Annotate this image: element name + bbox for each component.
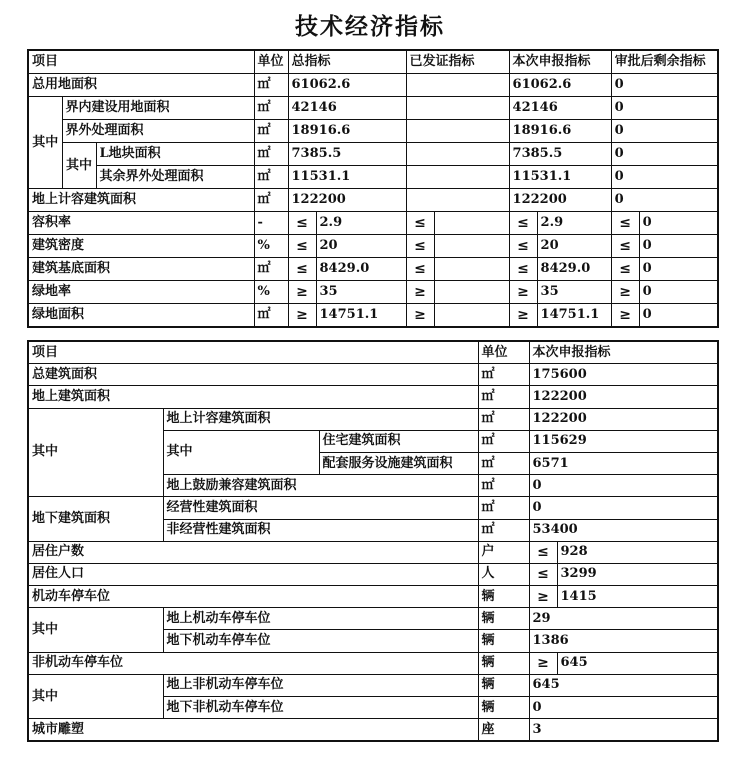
table-row xyxy=(28,408,718,430)
document-title: 技术经济指标 xyxy=(295,13,445,40)
row-unit: 辆 xyxy=(478,586,529,608)
row-remaining: 0 xyxy=(639,281,718,304)
row-unit: 辆 xyxy=(478,630,529,652)
row-unit: ㎡ xyxy=(478,497,529,519)
row-issued xyxy=(434,235,509,258)
table-row xyxy=(28,166,718,189)
row-label: 居住户数 xyxy=(28,541,478,563)
row-unit: ㎡ xyxy=(254,304,288,328)
limit-symbol: ≤ xyxy=(611,235,639,258)
row-current: 122200 xyxy=(509,189,611,212)
header-unit: 单位 xyxy=(254,50,288,74)
table-row xyxy=(28,120,718,143)
row-unit: 辆 xyxy=(478,652,529,674)
row-total: 42146 xyxy=(288,97,406,120)
table-row xyxy=(28,364,718,386)
row-label: 非经营性建筑面积 xyxy=(163,519,478,541)
indicator-table-land xyxy=(27,49,719,328)
row-issued xyxy=(406,189,509,212)
row-current: 20 xyxy=(537,235,611,258)
row-remaining: 0 xyxy=(639,235,718,258)
limit-symbol: ≤ xyxy=(509,235,537,258)
row-total: 7385.5 xyxy=(288,143,406,166)
qizhong-label: 其中 xyxy=(62,143,96,189)
row-total: 20 xyxy=(316,235,406,258)
row-issued xyxy=(406,166,509,189)
limit-symbol: ≤ xyxy=(509,258,537,281)
header-current: 本次申报指标 xyxy=(509,50,611,74)
row-total: 61062.6 xyxy=(288,74,406,97)
row-label: 地上建筑面积 xyxy=(28,386,478,408)
row-unit: ㎡ xyxy=(478,408,529,430)
row-label: 住宅建筑面积 xyxy=(319,430,478,452)
row-label: 居住人口 xyxy=(28,563,478,585)
row-unit: 辆 xyxy=(478,608,529,630)
row-label: 地上计容建筑面积 xyxy=(163,408,478,430)
row-total: 122200 xyxy=(288,189,406,212)
row-value: 0 xyxy=(529,697,718,719)
table-row xyxy=(28,97,718,120)
row-total: 11531.1 xyxy=(288,166,406,189)
row-label: 经营性建筑面积 xyxy=(163,497,478,519)
row-label: 地上非机动车停车位 xyxy=(163,674,478,696)
header-remaining: 审批后剩余指标 xyxy=(611,50,718,74)
table-row xyxy=(28,719,718,742)
row-label: 地上鼓励兼容建筑面积 xyxy=(163,475,478,497)
limit-symbol: ≥ xyxy=(406,304,434,328)
row-current: 7385.5 xyxy=(509,143,611,166)
row-unit: ㎡ xyxy=(478,452,529,474)
row-total: 18916.6 xyxy=(288,120,406,143)
header-item: 项目 xyxy=(28,50,254,74)
row-unit: ㎡ xyxy=(254,189,288,212)
underground-label: 地下建筑面积 xyxy=(28,497,163,541)
row-value: 175600 xyxy=(529,364,718,386)
row-value: 0 xyxy=(529,497,718,519)
table-row xyxy=(28,281,718,304)
header-current: 本次申报指标 xyxy=(529,341,718,364)
row-issued xyxy=(434,212,509,235)
row-current: 11531.1 xyxy=(509,166,611,189)
row-unit: 人 xyxy=(478,563,529,585)
row-label: 建筑密度 xyxy=(28,235,254,258)
row-current: 42146 xyxy=(509,97,611,120)
row-label: 城市雕塑 xyxy=(28,719,478,742)
row-total: 2.9 xyxy=(316,212,406,235)
limit-symbol: ≤ xyxy=(611,212,639,235)
row-unit: % xyxy=(254,235,288,258)
row-label: 绿地率 xyxy=(28,281,254,304)
row-remaining: 0 xyxy=(639,212,718,235)
header-unit: 单位 xyxy=(478,341,529,364)
header-item: 项目 xyxy=(28,341,478,364)
row-unit: ㎡ xyxy=(478,364,529,386)
row-value: 3299 xyxy=(557,563,718,585)
row-current: 8429.0 xyxy=(537,258,611,281)
row-label: 总建筑面积 xyxy=(28,364,478,386)
row-value: 6571 xyxy=(529,452,718,474)
row-value: 53400 xyxy=(529,519,718,541)
row-value: 122200 xyxy=(529,386,718,408)
row-remaining: 0 xyxy=(639,258,718,281)
header-total: 总指标 xyxy=(288,50,406,74)
table-row xyxy=(28,541,718,563)
row-value: 0 xyxy=(529,475,718,497)
limit-symbol: ≥ xyxy=(529,652,557,674)
limit-symbol: ≥ xyxy=(509,304,537,328)
table-row xyxy=(28,258,718,281)
row-total: 14751.1 xyxy=(316,304,406,328)
row-unit: ㎡ xyxy=(254,166,288,189)
row-issued xyxy=(406,97,509,120)
limit-symbol: ≤ xyxy=(509,212,537,235)
table-row xyxy=(28,497,718,519)
row-unit: 辆 xyxy=(478,697,529,719)
limit-symbol: ≤ xyxy=(288,235,316,258)
row-unit: 户 xyxy=(478,541,529,563)
limit-symbol: ≤ xyxy=(288,212,316,235)
row-remaining: 0 xyxy=(611,166,718,189)
row-unit: ㎡ xyxy=(478,519,529,541)
table-row xyxy=(28,143,718,166)
table-row xyxy=(28,386,718,408)
limit-symbol: ≤ xyxy=(529,563,557,585)
row-current: 2.9 xyxy=(537,212,611,235)
row-unit: - xyxy=(254,212,288,235)
limit-symbol: ≤ xyxy=(529,541,557,563)
row-current: 18916.6 xyxy=(509,120,611,143)
limit-symbol: ≥ xyxy=(288,281,316,304)
header-issued: 已发证指标 xyxy=(406,50,509,74)
row-unit: ㎡ xyxy=(478,475,529,497)
row-total: 8429.0 xyxy=(316,258,406,281)
row-total: 35 xyxy=(316,281,406,304)
row-unit: 辆 xyxy=(478,674,529,696)
row-remaining: 0 xyxy=(611,74,718,97)
table-row xyxy=(28,74,718,97)
row-unit: ㎡ xyxy=(254,97,288,120)
row-issued xyxy=(434,304,509,328)
row-current: 35 xyxy=(537,281,611,304)
limit-symbol: ≥ xyxy=(509,281,537,304)
limit-symbol: ≥ xyxy=(288,304,316,328)
row-unit: ㎡ xyxy=(254,258,288,281)
table-row xyxy=(28,608,718,630)
row-label: 地下非机动车停车位 xyxy=(163,697,478,719)
row-label: 建筑基底面积 xyxy=(28,258,254,281)
row-label: 非机动车停车位 xyxy=(28,652,478,674)
row-unit: ㎡ xyxy=(478,430,529,452)
row-label: 界内建设用地面积 xyxy=(62,97,254,120)
row-issued xyxy=(406,143,509,166)
row-label: 机动车停车位 xyxy=(28,586,478,608)
qizhong-label: 其中 xyxy=(28,408,163,497)
table-row xyxy=(28,586,718,608)
qizhong-label: 其中 xyxy=(28,608,163,652)
row-value: 645 xyxy=(529,674,718,696)
row-value: 122200 xyxy=(529,408,718,430)
qizhong-label: 其中 xyxy=(163,430,319,474)
row-unit: ㎡ xyxy=(254,120,288,143)
row-label: 界外处理面积 xyxy=(62,120,254,143)
row-label: 配套服务设施建筑面积 xyxy=(319,452,478,474)
row-unit: ㎡ xyxy=(254,74,288,97)
row-remaining: 0 xyxy=(639,304,718,328)
row-remaining: 0 xyxy=(611,189,718,212)
row-label: 总用地面积 xyxy=(28,74,254,97)
table-row xyxy=(28,304,718,328)
limit-symbol: ≤ xyxy=(406,212,434,235)
row-value: 645 xyxy=(557,652,718,674)
row-current: 61062.6 xyxy=(509,74,611,97)
qizhong-label: 其中 xyxy=(28,97,62,189)
row-current: 14751.1 xyxy=(537,304,611,328)
limit-symbol: ≤ xyxy=(611,258,639,281)
row-label: L地块面积 xyxy=(96,143,254,166)
table-row xyxy=(28,189,718,212)
limit-symbol: ≥ xyxy=(529,586,557,608)
row-unit: ㎡ xyxy=(254,143,288,166)
table-row xyxy=(28,652,718,674)
row-value: 3 xyxy=(529,719,718,742)
row-value: 29 xyxy=(529,608,718,630)
table-row xyxy=(28,235,718,258)
row-unit: ㎡ xyxy=(478,386,529,408)
row-label: 地上机动车停车位 xyxy=(163,608,478,630)
indicator-table-building xyxy=(27,340,719,742)
row-issued xyxy=(434,281,509,304)
limit-symbol: ≤ xyxy=(406,235,434,258)
row-label: 其余界外处理面积 xyxy=(96,166,254,189)
table-header-row xyxy=(28,50,718,74)
row-label: 地下机动车停车位 xyxy=(163,630,478,652)
row-value: 1386 xyxy=(529,630,718,652)
limit-symbol: ≤ xyxy=(406,258,434,281)
row-label: 容积率 xyxy=(28,212,254,235)
table-header-row xyxy=(28,341,718,364)
qizhong-label: 其中 xyxy=(28,674,163,718)
row-value: 1415 xyxy=(557,586,718,608)
table-row xyxy=(28,563,718,585)
row-issued xyxy=(434,258,509,281)
limit-symbol: ≥ xyxy=(611,304,639,328)
row-label: 地上计容建筑面积 xyxy=(28,189,254,212)
row-issued xyxy=(406,74,509,97)
table-row xyxy=(28,212,718,235)
row-unit: 座 xyxy=(478,719,529,742)
limit-symbol: ≥ xyxy=(611,281,639,304)
limit-symbol: ≤ xyxy=(288,258,316,281)
row-unit: % xyxy=(254,281,288,304)
row-remaining: 0 xyxy=(611,143,718,166)
limit-symbol: ≥ xyxy=(406,281,434,304)
row-remaining: 0 xyxy=(611,97,718,120)
row-remaining: 0 xyxy=(611,120,718,143)
row-value: 928 xyxy=(557,541,718,563)
row-value: 115629 xyxy=(529,430,718,452)
row-label: 绿地面积 xyxy=(28,304,254,328)
row-issued xyxy=(406,120,509,143)
table-row xyxy=(28,674,718,696)
